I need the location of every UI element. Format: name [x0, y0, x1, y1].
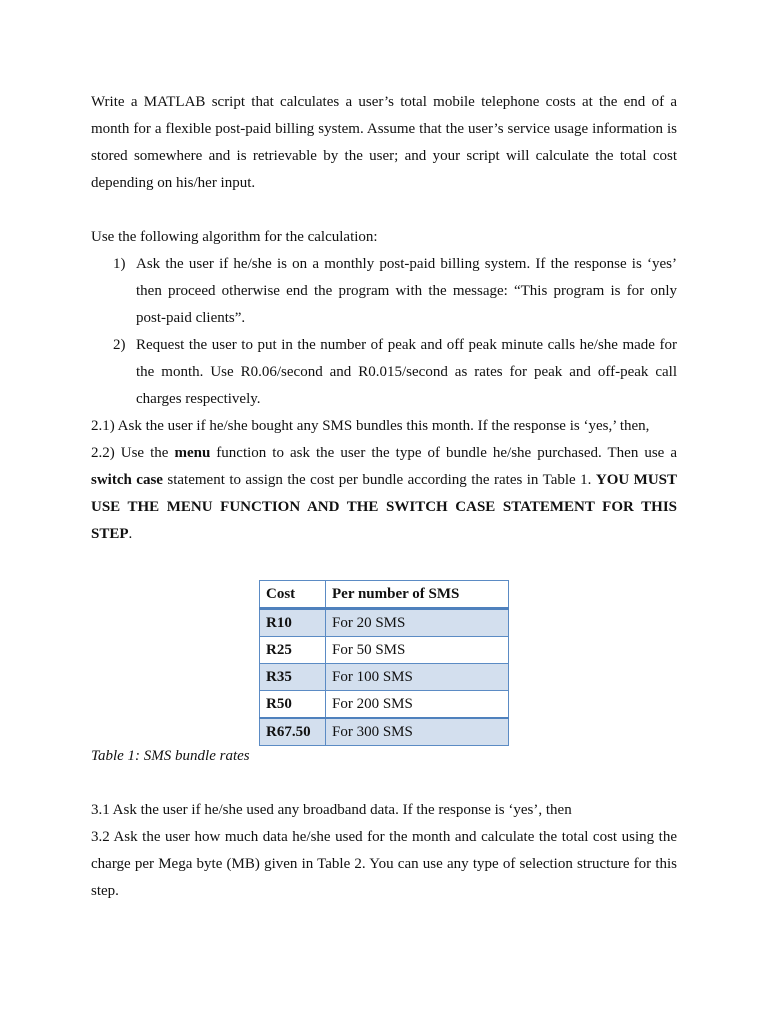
spacer [91, 770, 677, 797]
table-cost-cell: R25 [260, 637, 326, 664]
list-number: 2) [113, 337, 126, 353]
switch-case-keyword: switch case [91, 472, 163, 488]
table-row [260, 718, 509, 746]
step-2-2-text: . [128, 526, 133, 542]
step-2-2-text: statement to assign the cost per bundle according the rates in Table 1. [162, 472, 596, 488]
table-sms-cell: For 50 SMS [326, 637, 509, 664]
step-3-1-paragraph: 3.1 Ask the user if he/she used any broadband data. If the response is ‘yes’, then [91, 802, 572, 818]
table-sms-cell: For 100 SMS [326, 664, 509, 691]
step-2-1-paragraph: 2.1) Ask the user if he/she bought any SMS bundles this month. If the response is ‘yes,’ then, [91, 418, 650, 434]
table-sms-cell: For 20 SMS [326, 609, 509, 637]
table-header-cell: Cost [260, 581, 326, 609]
list-item-text: Ask the user if he/she is on a monthly post-paid billing system. If the response is ‘yes’ then proceed otherwise end the program with the message: “This program is for only post-paid clients”. [136, 256, 677, 326]
spacer [91, 197, 677, 224]
table-header-cell: Per number of SMS [326, 581, 509, 609]
intro-paragraph: Write a MATLAB script that calculates a user’s total mobile telephone costs at the end of a month for a flexible post-paid billing system. Assume that the user’s service usage information is stored somewhere and is retrievable by the user; and your script will calculate the total cost depending on his/her input. [91, 94, 677, 191]
list-number: 1) [113, 256, 126, 272]
step-2-2-paragraph [91, 440, 677, 548]
list-item-text: Request the user to put in the number of peak and off peak minute calls he/she made for the month. Use R0.06/second and R0.015/second as rates for peak and off-peak call charges respectively. [136, 337, 677, 407]
table-sms-cell: For 300 SMS [326, 718, 509, 746]
requirement-emphasis: YOU MUST USE THE MENU FUNCTION AND THE SWITCH CASE STATEMENT FOR THIS STEP [91, 472, 677, 542]
table-caption: Table 1: SMS bundle rates [91, 748, 250, 764]
step-3-2-paragraph: 3.2 Ask the user how much data he/she used for the month and calculate the total cost using the charge per Mega byte (MB) given in Table 2. You can use any type of selection structure for this step. [91, 829, 677, 899]
table-row [260, 637, 509, 664]
sms-table-wrapper [259, 580, 677, 746]
table-cost-cell: R10 [260, 609, 326, 637]
spacer [91, 548, 677, 575]
table-row [260, 691, 509, 719]
table-cost-cell: R35 [260, 664, 326, 691]
sms-bundle-table [259, 580, 509, 746]
table-sms-cell: For 200 SMS [326, 691, 509, 719]
table-cost-cell: R67.50 [260, 718, 326, 746]
algorithm-steps-list [91, 251, 677, 413]
table-row [260, 609, 509, 637]
document-body [91, 89, 677, 905]
algorithm-heading: Use the following algorithm for the calculation: [91, 229, 378, 245]
menu-keyword: menu [174, 445, 211, 461]
step-2-2-text: function to ask the user the type of bundle he/she purchased. Then use a [210, 445, 678, 461]
table-row [260, 664, 509, 691]
table-cost-cell: R50 [260, 691, 326, 719]
table-header-row [260, 581, 509, 609]
list-item [91, 332, 677, 413]
list-item [91, 251, 677, 332]
step-2-2-text: 2.2) Use the [91, 445, 175, 461]
